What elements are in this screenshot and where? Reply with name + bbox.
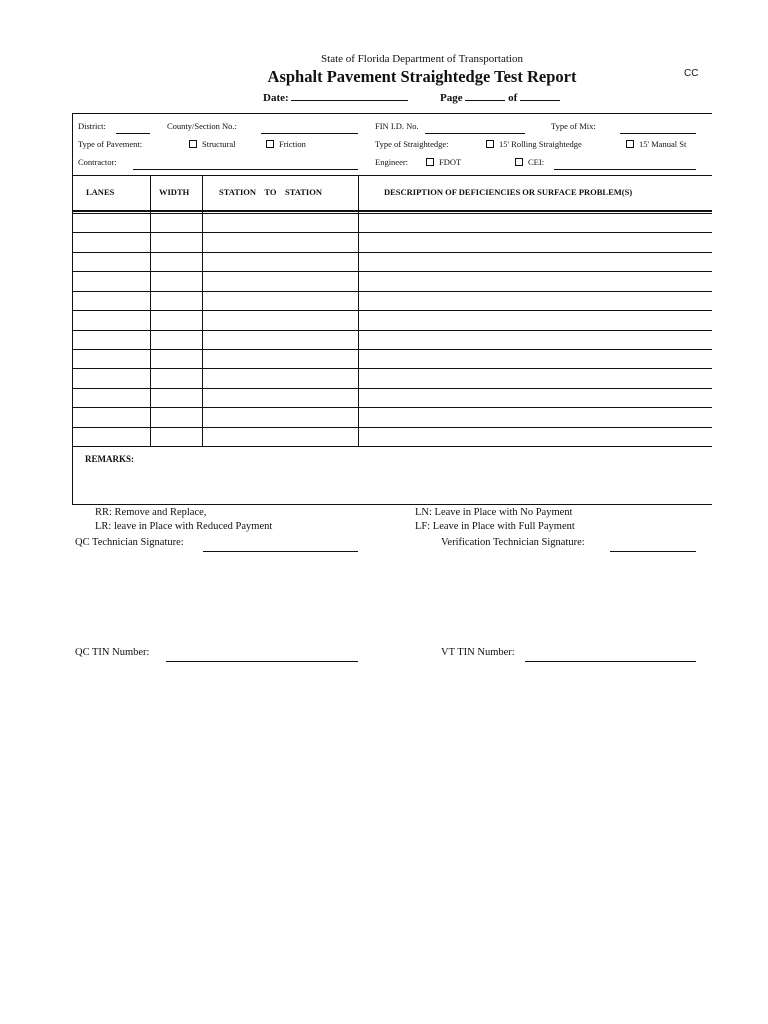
row-divider (72, 291, 712, 292)
header-top-rule (72, 175, 712, 176)
qc-tin-label: QC TIN Number: (75, 647, 150, 658)
table-row[interactable] (73, 349, 696, 368)
row-divider (72, 330, 712, 331)
rolling-straightedge-checkbox[interactable] (486, 140, 494, 148)
page-total-field[interactable] (520, 90, 560, 101)
table-row[interactable] (73, 330, 696, 349)
page-number-field[interactable] (465, 90, 505, 101)
qc-tin-field[interactable] (166, 661, 358, 662)
type-of-pavement-label: Type of Pavement: (78, 139, 143, 149)
district-field[interactable] (116, 133, 150, 134)
cei-field[interactable] (554, 169, 696, 170)
row-divider (72, 388, 712, 389)
fin-id-field[interactable] (425, 133, 525, 134)
of-label: of (508, 92, 518, 104)
legend-ln: LN: Leave in Place with No Payment (415, 507, 573, 518)
vt-tin-field[interactable] (525, 661, 696, 662)
engineer-label: Engineer: (375, 157, 409, 167)
row-divider (72, 427, 712, 428)
type-of-mix-field[interactable] (620, 133, 696, 134)
table-row[interactable] (73, 213, 696, 232)
date-field[interactable] (291, 90, 408, 101)
table-row[interactable] (73, 252, 696, 271)
header-bottom-rule (72, 210, 712, 212)
row-divider (72, 252, 712, 253)
county-section-field[interactable] (261, 133, 358, 134)
remarks-top-rule (72, 446, 712, 447)
type-of-straightedge-label: Type of Straightedge: (375, 139, 449, 149)
county-section-label: County/Section No.: (167, 121, 237, 131)
legend-lf: LF: Leave in Place with Full Payment (415, 521, 575, 532)
manual-straightedge-checkbox[interactable] (626, 140, 634, 148)
friction-checkbox[interactable] (266, 140, 274, 148)
table-row[interactable] (73, 388, 696, 407)
table-row[interactable] (73, 368, 696, 387)
row-divider (72, 349, 712, 350)
table-row[interactable] (73, 291, 696, 310)
fdot-checkbox[interactable] (426, 158, 434, 166)
remarks-label: REMARKS: (85, 454, 134, 464)
contractor-label: Contractor: (78, 157, 117, 167)
corner-code: CC (684, 68, 699, 79)
table-row[interactable] (73, 271, 696, 290)
date-line (263, 90, 408, 104)
row-divider (72, 368, 712, 369)
qc-signature-field[interactable] (203, 551, 358, 552)
rolling-straightedge-option[interactable]: 15' Rolling Straightedge (486, 139, 582, 149)
col-header-station: STATION TO STATION (219, 187, 322, 197)
row-divider (72, 407, 712, 408)
vt-signature-field[interactable] (610, 551, 696, 552)
col-header-description: DESCRIPTION OF DEFICIENCIES OR SURFACE PROBLEM(S) (384, 187, 633, 197)
structural-option[interactable]: Structural (189, 139, 236, 149)
report-title: Asphalt Pavement Straightedge Test Report (267, 67, 577, 86)
fdot-option[interactable]: FDOT (426, 157, 461, 167)
table-row[interactable] (73, 232, 696, 251)
friction-option[interactable]: Friction (266, 139, 306, 149)
table-row[interactable] (73, 310, 696, 329)
qc-signature-label: QC Technician Signature: (75, 537, 184, 548)
cei-checkbox[interactable] (515, 158, 523, 166)
page-line (440, 90, 560, 104)
row-divider (72, 232, 712, 233)
col-header-lanes: LANES (86, 187, 115, 197)
type-of-mix-label: Type of Mix: (551, 121, 596, 131)
fin-id-label: FIN I.D. No. (375, 121, 419, 131)
vt-tin-label: VT TIN Number: (441, 647, 515, 658)
remarks-field[interactable] (140, 450, 690, 500)
row-divider (72, 271, 712, 272)
date-label: Date: (263, 92, 289, 104)
agency-name: State of Florida Department of Transportation (321, 53, 523, 65)
structural-checkbox[interactable] (189, 140, 197, 148)
legend-lr: LR: leave in Place with Reduced Payment (95, 521, 273, 532)
vt-signature-label: Verification Technician Signature: (441, 537, 585, 548)
contractor-field[interactable] (133, 169, 358, 170)
page-label: Page (440, 92, 463, 104)
manual-straightedge-option[interactable]: 15' Manual St (626, 139, 696, 149)
cei-option[interactable]: CEI: (515, 157, 544, 167)
legend-rr: RR: Remove and Replace, (95, 507, 207, 518)
col-header-width: WIDTH (159, 187, 190, 197)
district-label: District: (78, 121, 106, 131)
row-divider (72, 310, 712, 311)
table-row[interactable] (73, 427, 696, 446)
table-row[interactable] (73, 407, 696, 426)
